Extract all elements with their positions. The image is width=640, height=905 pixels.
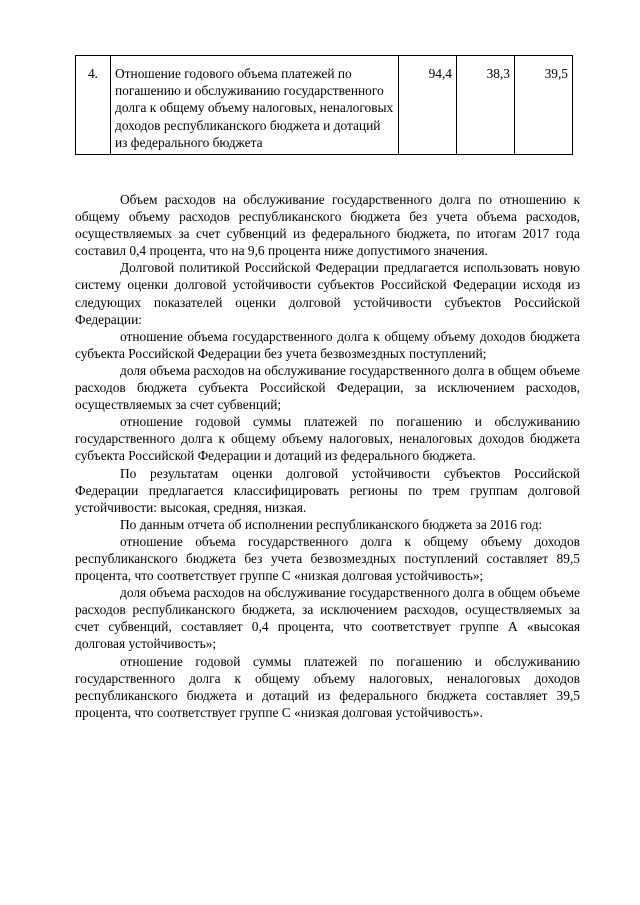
paragraph-report-intro: По данным отчета об исполнении республиканского бюджета за 2016 год: [120, 516, 543, 532]
paragraph-result-3: отношение годовой суммы платежей по погашению и обслуживанию государственного долга к общему объему налоговых, неналоговых доходов республиканского бюджета и дотаций из федерального бюджета составляет 39,5 процента, что соответствует группе С «низкая долговая устойчивость». [75, 653, 580, 720]
paragraph-indicator-1: отношение объема государственного долга к общему объему доходов бюджета субъекта Российской Федерации без учета безвозмездных поступлений; [75, 328, 580, 361]
paragraph-indicator-2: доля объема расходов на обслуживание государственного долга в общем объеме расходов бюджета субъекта Российской Федерации, за исключением расходов, осуществляемых за счет субвенций; [75, 362, 580, 413]
paragraph-classification: По результатам оценки долговой устойчивости субъектов Российской Федерации предлагается классифицировать регионы по трем группам долговой устойчивости: высокая, средняя, низкая. [75, 465, 580, 515]
paragraph-new-assessment-system: Долговой политикой Российской Федерации предлагается использовать новую систему оценки долговой устойчивости субъектов Российской Федерации исходя из следующих показателей оценки долговой устойчивости субъектов Российской Федерации: [75, 260, 580, 327]
row-value-2-cell: 38,3 [457, 56, 515, 155]
row-value-1-cell: 94,4 [399, 56, 457, 155]
row-value-3-cell: 39,5 [515, 56, 573, 155]
row-description-cell: Отношение годового объема платежей по погашению и обслуживанию государственного долга к общему объему налоговых, неналоговых доходов республиканского бюджета и дотаций из федерального бюджета [111, 56, 399, 155]
table-row [76, 56, 573, 155]
paragraph-result-1: отношение объема государственного долга к общему объему доходов республиканского бюджета без учета безвозмездных поступлений составляет 89,5 процента, что соответствует группе С «низкая долговая устойчивость»; [75, 533, 580, 584]
paragraph-result-2: доля объема расходов на обслуживание государственного долга в общем объеме расходов республиканского бюджета, за исключением расходов, осуществляемых за счет субвенций, составляет 0,4 процента, что соответствует группе А «высокая долговая устойчивость»; [75, 585, 580, 652]
document-body [75, 191, 580, 721]
indicator-table-container [75, 55, 573, 155]
paragraph-indicator-3: отношение годовой суммы платежей по погашению и обслуживанию государственного долга к общему объему налоговых, неналоговых доходов бюджета субъекта Российской Федерации и дотаций из федерального бюджета. [75, 414, 580, 464]
row-number-cell: 4. [76, 56, 111, 155]
paragraph-debt-service-ratio: Объем расходов на обслуживание государственного долга по отношению к общему объему расходов республиканского бюджета без учета объема расходов, осуществляемых за счет субвенций из федерального бюджета, по итогам 2017 года составил 0,4 процента, что на 9,6 процента ниже допустимого значения. [75, 192, 580, 259]
indicator-table [75, 55, 573, 155]
